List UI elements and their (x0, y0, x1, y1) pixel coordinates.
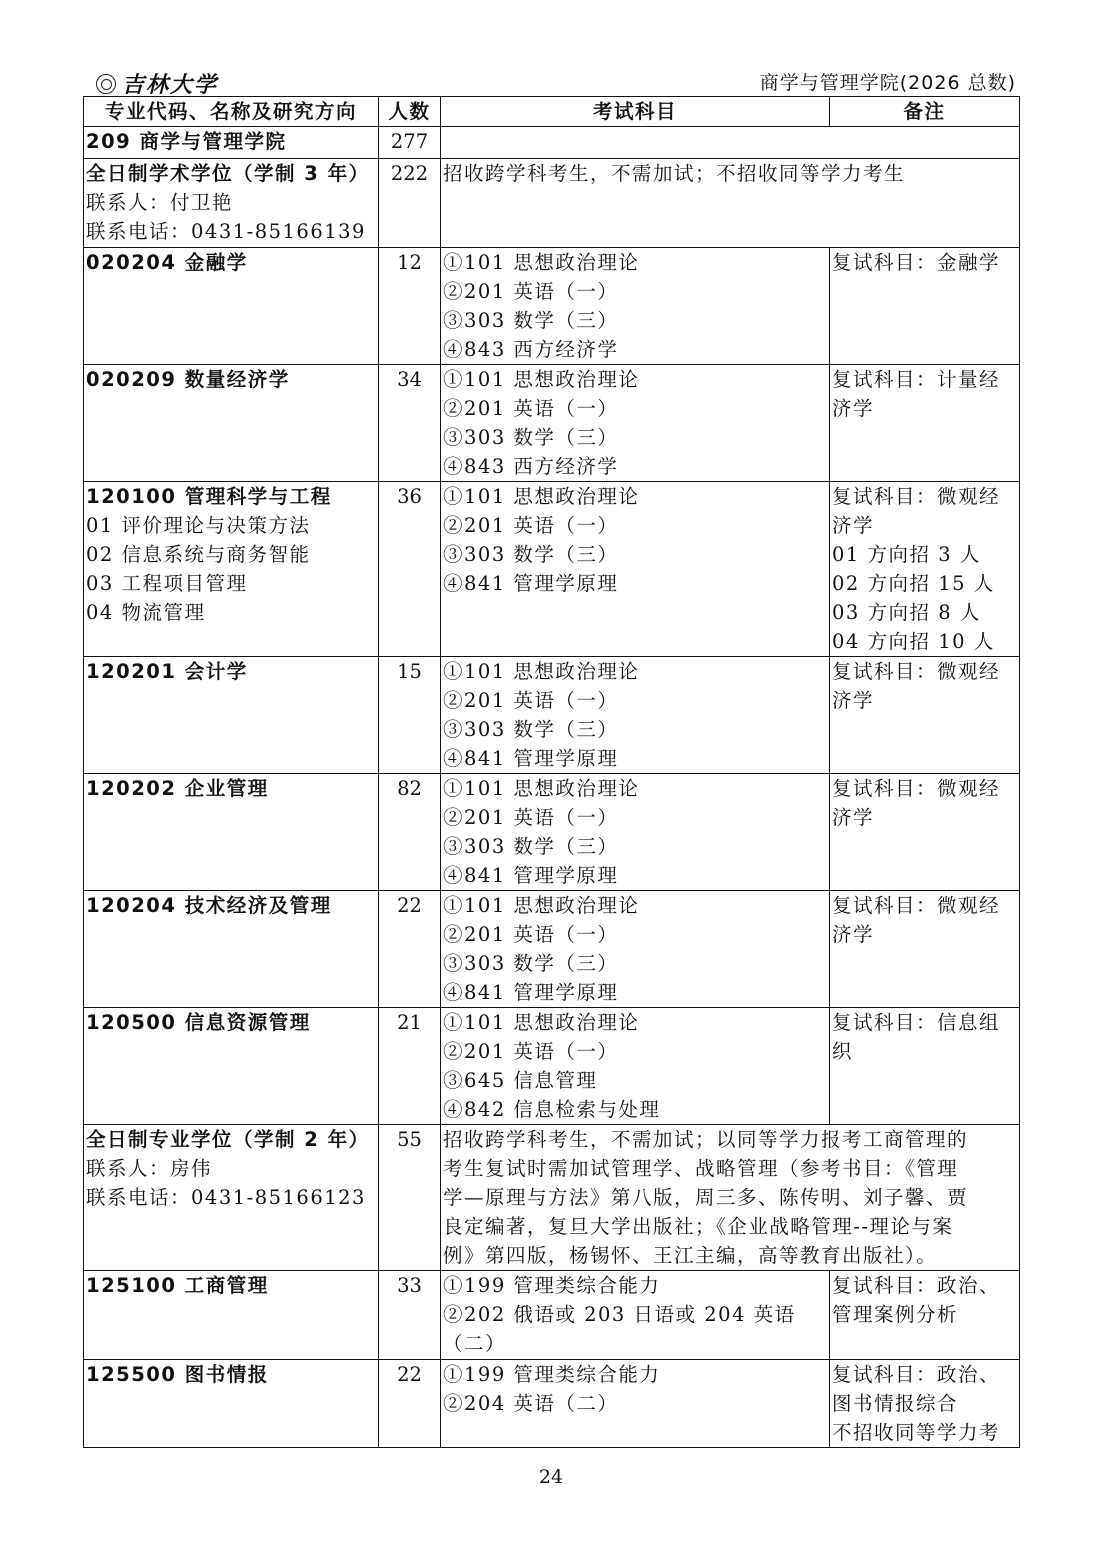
table-row (84, 1360, 1020, 1448)
major-code-name: 120100 管理科学与工程 (86, 485, 332, 508)
exam-subject: ③303 数学（三） (443, 835, 619, 858)
remarks (830, 248, 1020, 365)
exam-subject: ④843 西方经济学 (443, 455, 619, 478)
exam-subjects (441, 1008, 830, 1125)
exam-subjects (441, 482, 830, 657)
exam-subject: ①101 思想政治理论 (443, 1011, 640, 1034)
remark-line: 复试科目：政治、 (832, 1363, 1001, 1386)
exam-subject: ③303 数学（三） (443, 309, 619, 332)
remark-line: 济学 (832, 514, 875, 537)
enrollment-count: 82 (379, 774, 441, 891)
remarks (830, 657, 1020, 774)
exam-subject: ②201 英语（一） (443, 280, 619, 303)
remarks (830, 1360, 1020, 1448)
remark-line: 02 方向招 15 人 (832, 572, 995, 595)
exam-subject: ②201 英语（一） (443, 397, 619, 420)
exam-subject: ②201 英语（一） (443, 923, 619, 946)
major-cell (84, 1360, 379, 1448)
remark-line: 不招收同等学力考 (832, 1421, 1001, 1444)
logo-text: 吉林大学 (122, 72, 219, 98)
professional-note-line: 例》第四版，杨锡怀、王江主编，高等教育出版社）。 (443, 1244, 938, 1267)
major-code-name: 125500 图书情报 (86, 1363, 269, 1386)
professional-note-line: 招收跨学科考生，不需加试；以同等学力报考工商管理的 (443, 1128, 969, 1151)
header-title: 商学与管理学院(2026 总数) (759, 72, 1016, 94)
exam-subject: ③303 数学（三） (443, 543, 619, 566)
professional-row (84, 1125, 1020, 1271)
college-row (84, 127, 1020, 159)
enrollment-count: 34 (379, 365, 441, 482)
college-name: 209 商学与管理学院 (84, 127, 379, 159)
remarks (830, 774, 1020, 891)
major-cell (84, 774, 379, 891)
exam-subject: ②201 英语（一） (443, 689, 619, 712)
professional-count: 55 (379, 1125, 441, 1271)
exam-subject: ①101 思想政治理论 (443, 251, 640, 274)
college-count: 277 (379, 127, 441, 159)
major-code-name: 125100 工商管理 (86, 1274, 269, 1297)
enrollment-count: 22 (379, 1360, 441, 1448)
exam-subjects (441, 1271, 830, 1360)
exam-subject: ①101 思想政治理论 (443, 368, 640, 391)
academic-majors (84, 248, 1020, 1125)
professional-note-line: 学—原理与方法》第八版，周三多、陈传明、刘子馨、贾 (443, 1186, 969, 1209)
exam-subject: ①101 思想政治理论 (443, 777, 640, 800)
remark-line: 复试科目：微观经 (832, 660, 1001, 683)
remark-line: 复试科目：信息组 (832, 1011, 1001, 1034)
major-cell (84, 1008, 379, 1125)
table-header-row (84, 97, 1020, 127)
major-cell (84, 248, 379, 365)
exam-subject: ④841 管理学原理 (443, 747, 619, 770)
table-row (84, 365, 1020, 482)
remark-line: 济学 (832, 923, 875, 946)
exam-subject: ④842 信息检索与处理 (443, 1098, 661, 1121)
remark-line: 管理案例分析 (832, 1303, 959, 1326)
academic-contact: 联系人：付卫艳 (86, 191, 234, 214)
header-subjects: 考试科目 (441, 97, 830, 127)
table-row (84, 482, 1020, 657)
professional-contact: 联系人：房伟 (86, 1157, 213, 1180)
table-row (84, 774, 1020, 891)
exam-subjects (441, 365, 830, 482)
research-direction: 03 工程项目管理 (86, 572, 248, 595)
academic-info (84, 159, 379, 248)
enrollment-count: 21 (379, 1008, 441, 1125)
remarks (830, 482, 1020, 657)
major-code-name: 020204 金融学 (86, 251, 248, 274)
exam-subject: ④843 西方经济学 (443, 338, 619, 361)
exam-subject: ②201 英语（一） (443, 514, 619, 537)
remark-line: 济学 (832, 397, 875, 420)
professional-info (84, 1125, 379, 1271)
remarks (830, 1008, 1020, 1125)
table-row (84, 248, 1020, 365)
research-direction: 02 信息系统与商务智能 (86, 543, 311, 566)
exam-subject: ③303 数学（三） (443, 718, 619, 741)
enrollment-count: 15 (379, 657, 441, 774)
enrollment-count: 12 (379, 248, 441, 365)
research-direction: 04 物流管理 (86, 601, 206, 624)
exam-subject: ①101 思想政治理论 (443, 485, 640, 508)
major-cell (84, 365, 379, 482)
academic-phone: 联系电话：0431-85166139 (86, 220, 366, 243)
exam-subject: ①101 思想政治理论 (443, 660, 640, 683)
major-cell (84, 1271, 379, 1360)
academic-count: 222 (379, 159, 441, 248)
remark-line: 复试科目：微观经 (832, 894, 1001, 917)
major-cell (84, 482, 379, 657)
remark-line: 织 (832, 1040, 854, 1063)
remarks (830, 891, 1020, 1008)
professional-note (441, 1125, 1020, 1271)
exam-subject: （二） (443, 1332, 507, 1355)
page-number: 24 (538, 1466, 564, 1488)
academic-row (84, 159, 1020, 248)
table-row (84, 891, 1020, 1008)
exam-subject: ①199 管理类综合能力 (443, 1363, 661, 1386)
remark-line: 复试科目：微观经 (832, 777, 1001, 800)
exam-subject: ③303 数学（三） (443, 952, 619, 975)
remarks (830, 1271, 1020, 1360)
table-row (84, 1271, 1020, 1360)
remark-line: 济学 (832, 806, 875, 829)
major-cell (84, 657, 379, 774)
remark-line: 济学 (832, 689, 875, 712)
enrollment-count: 33 (379, 1271, 441, 1360)
remark-line: 01 方向招 3 人 (832, 543, 981, 566)
major-code-name: 120204 技术经济及管理 (86, 894, 332, 917)
remark-line: 04 方向招 10 人 (832, 630, 995, 653)
university-logo (96, 68, 218, 99)
professional-note-line: 考生复试时需加试管理学、战略管理（参考书目：《管理 (443, 1157, 959, 1180)
college-empty (441, 127, 1020, 159)
exam-subjects (441, 248, 830, 365)
exam-subjects (441, 657, 830, 774)
exam-subjects (441, 774, 830, 891)
exam-subject: ④841 管理学原理 (443, 981, 619, 1004)
academic-title: 全日制学术学位（学制 3 年） (86, 162, 370, 185)
remark-line: 复试科目：政治、 (832, 1274, 1001, 1297)
major-code-name: 120201 会计学 (86, 660, 248, 683)
remark-line: 复试科目：金融学 (832, 251, 1001, 274)
professional-note-line: 良定编著，复旦大学出版社；《企业战略管理--理论与案 (443, 1215, 954, 1238)
table-row (84, 1008, 1020, 1125)
exam-subject: ②201 英语（一） (443, 806, 619, 829)
exam-subject: ①199 管理类综合能力 (443, 1274, 661, 1297)
exam-subject: ④841 管理学原理 (443, 572, 619, 595)
professional-title: 全日制专业学位（学制 2 年） (86, 1128, 370, 1151)
exam-subject: ②201 英语（一） (443, 1040, 619, 1063)
major-code-name: 020209 数量经济学 (86, 368, 290, 391)
university-seal-icon (96, 74, 116, 94)
enrollment-count: 36 (379, 482, 441, 657)
header-major: 专业代码、名称及研究方向 (84, 97, 379, 127)
remarks (830, 365, 1020, 482)
exam-subject: ③645 信息管理 (443, 1069, 598, 1092)
header-remarks: 备注 (830, 97, 1020, 127)
remark-line: 图书情报综合 (832, 1392, 959, 1415)
header-count: 人数 (379, 97, 441, 127)
professional-phone: 联系电话：0431-85166123 (86, 1186, 366, 1209)
remark-line: 复试科目：计量经 (832, 368, 1001, 391)
exam-subject: ②202 俄语或 203 日语或 204 英语 (443, 1303, 796, 1326)
exam-subject: ①101 思想政治理论 (443, 894, 640, 917)
remark-line: 03 方向招 8 人 (832, 601, 981, 624)
exam-subject: ③303 数学（三） (443, 426, 619, 449)
remark-line: 复试科目：微观经 (832, 485, 1001, 508)
exam-subjects (441, 1360, 830, 1448)
academic-note: 招收跨学科考生，不需加试；不招收同等学力考生 (441, 159, 1020, 248)
admissions-table (83, 96, 1020, 1448)
major-code-name: 120500 信息资源管理 (86, 1011, 311, 1034)
exam-subject: ④841 管理学原理 (443, 864, 619, 887)
research-direction: 01 评价理论与决策方法 (86, 514, 311, 537)
exam-subjects (441, 891, 830, 1008)
page-header (84, 62, 1018, 98)
major-cell (84, 891, 379, 1008)
exam-subject: ②204 英语（二） (443, 1392, 619, 1415)
table-row (84, 657, 1020, 774)
enrollment-count: 22 (379, 891, 441, 1008)
professional-majors (84, 1271, 1020, 1448)
major-code-name: 120202 企业管理 (86, 777, 269, 800)
